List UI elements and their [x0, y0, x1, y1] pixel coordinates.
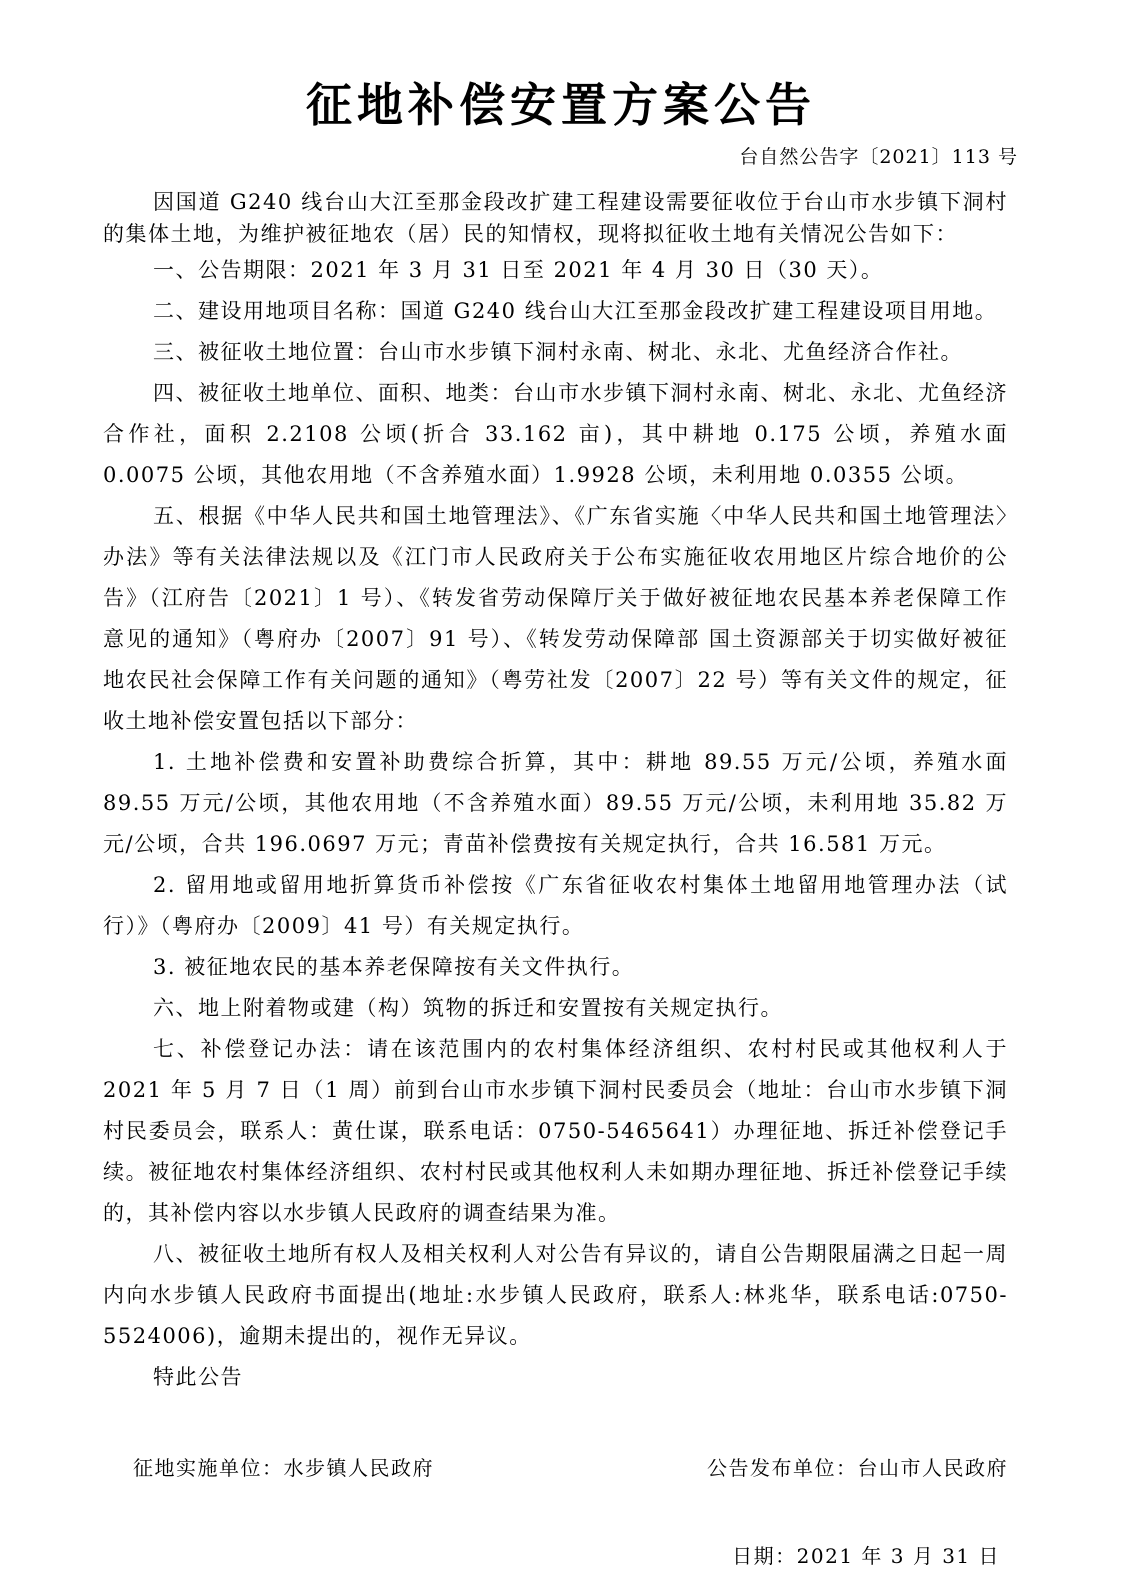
paragraph-notice-period: 一、公告期限：2021 年 3 月 31 日至 2021 年 4 月 30 日（30 天）。 [153, 258, 884, 282]
footer-units [103, 1454, 1008, 1482]
paragraph-project-name: 二、建设用地项目名称：国道 G240 线台山大江至那金段改扩建工程建设项目用地。 [153, 299, 998, 323]
doc-number: 台自然公告字〔2021〕113 号 [739, 146, 1018, 168]
paragraph-legal-basis: 五、根据《中华人民共和国土地管理法》、《广东省实施〈中华人民共和国土地管理法〉办法》等有关法律法规以及《江门市人民政府关于公布实施征收农用地区片综合地价的公告》（江府告〔2021〕1 号）、《转发省劳动保障厅关于做好被征地农民基本养老保障工作意见的通知》（粤府办〔2007〕91 号）、《转发劳动保障部 国土资源部关于切实做好被征地农民社会保障工作有关问题的通知》（粤劳社发〔2007〕22 号）等有关文件的规定，征收土地补偿安置包括以下部分： [103, 504, 1008, 733]
footer-date-row [103, 1542, 1008, 1570]
implement-unit: 征地实施单位：水步镇人民政府 [133, 1456, 434, 1480]
announcement-date: 日期：2021 年 3 月 31 日 [732, 1544, 1000, 1568]
paragraph-attachments: 六、地上附着物或建（构）筑物的拆迁和安置按有关规定执行。 [153, 996, 783, 1020]
paragraph-reserved-land: 2. 留用地或留用地折算货币补偿按《广东省征收农村集体土地留用地管理办法（试行）》（粤府办〔2009〕41 号）有关规定执行。 [103, 873, 1008, 938]
paragraph-land-area: 四、被征收土地单位、面积、地类：台山市水步镇下洞村永南、树北、永北、尤鱼经济合作社，面积 2.2108 公顷(折合 33.162 亩)，其中耕地 0.175 公顷，养殖水面 0.0075 公顷，其他农用地（不含养殖水面）1.9928 公顷，未利用地 0.0355 公顷。 [103, 381, 1008, 487]
doc-body [103, 186, 1008, 1570]
intro-paragraph: 因国道 G240 线台山大江至那金段改扩建工程建设需要征收位于台山市水步镇下洞村的集体土地，为维护被征地农（居）民的知情权，现将拟征收土地有关情况公告如下： [103, 190, 1008, 246]
publish-unit: 公告发布单位：台山市人民政府 [707, 1456, 1008, 1480]
paragraph-objection: 八、被征收土地所有权人及相关权利人对公告有异议的，请自公告期限届满之日起一周内向水步镇人民政府书面提出(地址:水步镇人民政府，联系人:林兆华，联系电话:0750-5524006)，逾期未提出的，视作无异议。 [103, 1242, 1008, 1348]
paragraph-pension: 3. 被征地农民的基本养老保障按有关文件执行。 [153, 955, 635, 979]
page-title: 征地补偿安置方案公告 [306, 78, 816, 132]
paragraph-compensation-rates: 1. 土地补偿费和安置补助费综合折算，其中：耕地 89.55 万元/公顷，养殖水面 89.55 万元/公顷，其他农用地（不含养殖水面）89.55 万元/公顷，未利用地 35.82 万元/公顷，合共 196.0697 万元；青苗补偿费按有关规定执行，合共 16.581 万元。 [103, 750, 1008, 856]
paragraph-land-location: 三、被征收土地位置：台山市水步镇下洞村永南、树北、永北、尤鱼经济合作社。 [153, 340, 963, 364]
paragraph-registration: 七、补偿登记办法：请在该范围内的农村集体经济组织、农村村民或其他权利人于 2021 年 5 月 7 日（1 周）前到台山市水步镇下洞村民委员会（地址：台山市水步镇下洞村民委员会，联系人：黄仕谋，联系电话：0750-5465641）办理征地、拆迁补偿登记手续。被征地农村集体经济组织、农村村民或其他权利人未如期办理征地、拆迁补偿登记手续的，其补偿内容以水步镇人民政府的调查结果为准。 [103, 1037, 1008, 1225]
closing-paragraph: 特此公告 [153, 1365, 243, 1389]
